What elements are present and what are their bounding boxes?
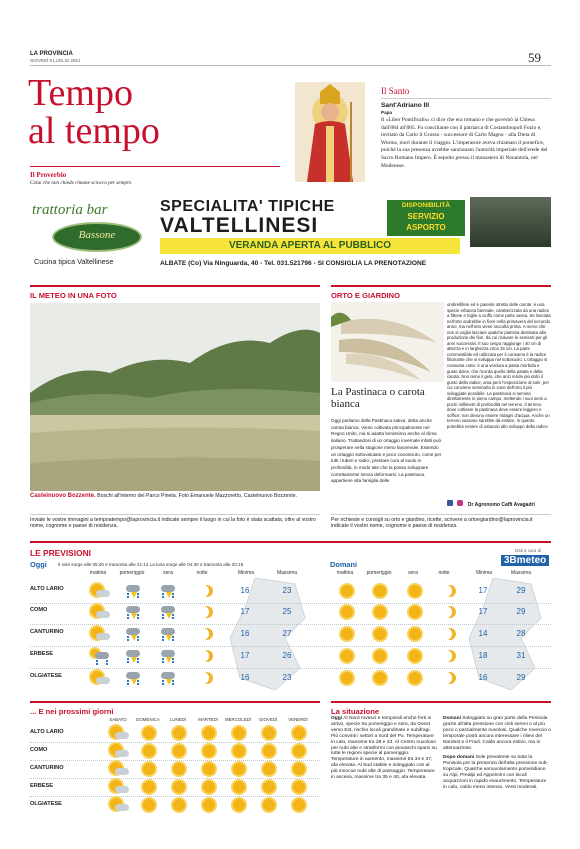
sun-icon bbox=[370, 671, 390, 685]
sun-icon bbox=[169, 726, 189, 740]
storm-icon bbox=[158, 671, 178, 685]
caption-place: Casteinuovo Bozzente. bbox=[30, 493, 96, 499]
dom-max-temp: 28 bbox=[516, 629, 526, 638]
sun-cloud-icon bbox=[90, 584, 110, 598]
row-divider bbox=[30, 603, 551, 604]
saint-rule bbox=[381, 98, 551, 99]
parsnip-photo bbox=[331, 302, 444, 382]
ad-photo bbox=[470, 197, 551, 247]
col-dom-sera: sera bbox=[408, 570, 418, 576]
day-header: SABATO bbox=[109, 717, 127, 722]
oggi-max-temp: 25 bbox=[282, 607, 292, 616]
sun-icon bbox=[169, 798, 189, 812]
day-header: MERCOLEDÌ bbox=[224, 717, 252, 722]
orto-title: La Pastinaca o carota bianca bbox=[331, 386, 425, 410]
oggi-max-temp: 26 bbox=[282, 651, 292, 660]
dom-max-temp: 29 bbox=[516, 607, 526, 616]
sun-cloud-icon bbox=[109, 762, 129, 776]
oggi-max-temp: 27 bbox=[282, 629, 292, 638]
cloud-rain-icon bbox=[90, 649, 110, 663]
storm-icon bbox=[123, 649, 143, 663]
instagram-icon[interactable] bbox=[457, 500, 463, 506]
proverbio-text: Colui che non chiede rimane sciocco per sempre. bbox=[30, 180, 133, 186]
sun-icon bbox=[169, 780, 189, 794]
storm-icon bbox=[158, 649, 178, 663]
day-header: DOMENICA bbox=[136, 717, 160, 722]
sun-icon bbox=[370, 649, 390, 663]
ad-trattoria: trattoria bar bbox=[32, 202, 108, 218]
forecast-city: CANTURINO bbox=[30, 629, 64, 635]
forecast-city: OLGIATESE bbox=[30, 673, 62, 679]
situazione-oggi-text: Al Nord rovesci e temporali anche forti in arrivo, specie tra pomeriggio e sera, da Ovest verso Est, rischio locali grandinate e nubifragi. Più convinti i settori a nord del Po. Temperature in calo, massime tra 28 e 33. Al Centro nuvoloso per nubi alte e stratiformi con piovaschi sparsi su tutte le regioni specie al pomeriggio. Temperature in aumento, massime tra 34 e 37, afa elevata. Al Sud stabile e soleggiato con al più innocue nubi alte di passaggio. Temperature in ascesa, massime tra 35 e 40, afa elevata. bbox=[331, 716, 437, 781]
moon-icon bbox=[195, 649, 215, 663]
row-divider bbox=[30, 646, 551, 647]
ad-cucina: Cucina tipica Valtellinese bbox=[34, 257, 114, 266]
sun-icon bbox=[289, 780, 309, 794]
forecast-city: ALTO LARIO bbox=[30, 586, 64, 592]
page-title-line1: Tempo bbox=[28, 72, 133, 114]
sun-icon bbox=[169, 762, 189, 776]
sun-cloud-icon bbox=[90, 671, 110, 685]
row-divider bbox=[30, 742, 320, 743]
sun-icon bbox=[370, 605, 390, 619]
storm-icon bbox=[123, 605, 143, 619]
ad-address: ALBATE (Co) Via Ninguarda, 40 - Tel. 031.521796 - SI CONSIGLIA LA PRENOTAZIONE bbox=[160, 260, 427, 267]
sun-cloud-icon bbox=[109, 744, 129, 758]
oggi-min-temp: 16 bbox=[240, 629, 250, 638]
dom-min-temp: 18 bbox=[478, 651, 488, 660]
sun-icon bbox=[405, 649, 425, 663]
saint-text: Il «Liber Pontificalis» ci dice che era romano e che governò la Chiesa dall'884 all'885. Fu conciliante con il patriarca di Costantinopoli Fozio e, invitato da Carlo il Grosso - successore di Carlo Magno - alla Dieta di Worms, morì durante il viaggio. L'imperatore aveva chiamato il pontefice, poiché la sua presenza avrebbe sanzionato l'autorità imperiale dell'erede del Sacro Romano Impero. È sepolto presso il monastero di Nonantola, nel Modenese. bbox=[381, 117, 548, 169]
sun-icon bbox=[139, 762, 159, 776]
col-dom-pomeriggio: pomeriggio bbox=[366, 570, 392, 576]
sun-icon bbox=[229, 744, 249, 758]
page-number: 59 bbox=[528, 50, 541, 65]
moon-icon bbox=[438, 605, 458, 619]
oggi-min-temp: 16 bbox=[240, 673, 250, 682]
col-oggi-massima: Massima bbox=[276, 570, 297, 576]
domani-label: Domani bbox=[330, 560, 358, 569]
sun-icon bbox=[405, 605, 425, 619]
oggi-label: Oggi bbox=[30, 560, 47, 569]
orto-col2: ombrellifere ed è parente stretta delle carote: è una specie erbacea biennale, caratterizzata da una radice a fittone e foglie a ciuffo come parte aerea. Se lasciata nell'orto andrebbe in fiore nella primavera del secondo anno, ma nell'orto viene raccolta prima. A meno che non si voglia lasciare qualche piantina destinata alla produzione dei fiori, da cui ricavare le sementi per gli anni successivi. Il suo cespo raggiunge i 40 cm di altezza e in larghezza circa 15 cm. La parte commestibile ed utilizzata per il consumo è la radice fittonante che si sviluppa nel sottosuolo. L'ortaggio si consuma cotto: è una verdura a pasta morbida e gusto dolce, che ricorda quello della patata e della carota. Non teme il gelo, che anzi rende più dolci il gusto della radice; ama però l'esposizione al sole, per cui conviene seminarla in zone dell'orto il più soleggiate possibile. La pastinaca si semina direttamente in pieno campo, mettendo i suoi semi a pochi millimetri di profondità nel terreno. Il terreno dove coltivare la pastinaca deve essere leggero e soffice; non devono essere ristagni d'acqua. Anche un terreno sassoso sarebbe da evitare, in quanto potrebbe essere di ostacolo allo sviluppo della radice. bbox=[447, 302, 551, 430]
forecast-city: ERBESE bbox=[30, 651, 54, 657]
sun-icon bbox=[139, 744, 159, 758]
sun-icon bbox=[289, 798, 309, 812]
title-rule bbox=[30, 166, 280, 167]
sun-icon bbox=[139, 780, 159, 794]
orto-col1: Oggi parliamo della Pastinaca sativa, detta anche carota bianca. Viene coltivata principalmente nel Regno Unito, ma si adatta benissimo anche al clima italiano. Trattandosi di un ortaggio invernale infatti può prosperare nella stagione meno favorevole. Essendo un ortaggio sottovalutato e poco conosciuto, come per tutti i tuberi e radici, prestare cura al suolo in profondità, in modo tale che la possa sviluppare correttamente senza deformarsi. La pastinaca appartiene alla famiglia delle bbox=[331, 418, 442, 484]
sun-icon bbox=[199, 798, 219, 812]
forecast-city: COMO bbox=[30, 607, 48, 613]
moon-icon bbox=[438, 649, 458, 663]
saint-illustration bbox=[295, 82, 365, 182]
prossimi-city: COMO bbox=[30, 747, 48, 753]
col-oggi-notte: notte bbox=[196, 570, 208, 576]
storm-icon bbox=[158, 627, 178, 641]
oggi-max-temp: 23 bbox=[282, 673, 292, 682]
sun-icon bbox=[405, 584, 425, 598]
oggi-min-temp: 17 bbox=[240, 651, 250, 660]
sun-icon bbox=[405, 627, 425, 641]
proverbio-heading: Il Proverbio bbox=[30, 171, 67, 179]
prossimi-rule bbox=[30, 701, 320, 703]
oggi-min-temp: 17 bbox=[240, 607, 250, 616]
sun-cloud-icon bbox=[109, 726, 129, 740]
col-dom-mattina: mattina bbox=[336, 570, 354, 576]
storm-icon bbox=[158, 584, 178, 598]
day-header: MARTEDÌ bbox=[198, 717, 218, 722]
meteo-foto-invite-rule bbox=[30, 514, 320, 515]
sun-icon bbox=[337, 671, 357, 685]
sun-icon bbox=[370, 584, 390, 598]
oggi-max-temp: 23 bbox=[282, 586, 292, 595]
row-divider bbox=[30, 668, 551, 669]
sun-icon bbox=[259, 744, 279, 758]
storm-icon bbox=[158, 605, 178, 619]
storm-icon bbox=[123, 627, 143, 641]
sun-icon bbox=[337, 627, 357, 641]
sun-icon bbox=[139, 798, 159, 812]
situazione-domani-label: Domani bbox=[443, 716, 461, 721]
sun-icon bbox=[169, 744, 189, 758]
moon-icon bbox=[438, 671, 458, 685]
sun-cloud-icon bbox=[109, 798, 129, 812]
situazione-oggi bbox=[331, 716, 437, 781]
saint-role: Papa bbox=[381, 110, 392, 115]
prossimi-city: OLGIATESE bbox=[30, 801, 62, 807]
dom-max-temp: 29 bbox=[516, 673, 526, 682]
col-dom-massima: Massima bbox=[510, 570, 531, 576]
moon-icon bbox=[195, 584, 215, 598]
previsioni-rule bbox=[30, 541, 551, 543]
ad-specialita: SPECIALITA' TIPICHE bbox=[160, 198, 335, 215]
ad-box-line3: ASPORTO bbox=[406, 223, 446, 232]
orto-heading: ORTO E GIARDINO bbox=[331, 291, 401, 300]
ad-box-line1: DISPONIBILITÀ bbox=[401, 202, 451, 209]
sun-icon bbox=[405, 671, 425, 685]
col-oggi-mattina: mattina bbox=[89, 570, 107, 576]
situazione-domani bbox=[443, 716, 551, 791]
saint-kicker: Il Santo bbox=[381, 86, 410, 96]
sun-cloud-icon bbox=[90, 605, 110, 619]
storm-icon bbox=[123, 671, 143, 685]
sun-cloud-icon bbox=[90, 627, 110, 641]
situazione-rule bbox=[331, 701, 551, 703]
sun-icon bbox=[337, 605, 357, 619]
day-header: GIOVEDÌ bbox=[258, 717, 278, 722]
orto-rule bbox=[331, 285, 551, 287]
sun-icon bbox=[139, 726, 159, 740]
page-title bbox=[28, 74, 160, 150]
dom-min-temp: 16 bbox=[478, 673, 488, 682]
col-dom-notte: notte bbox=[438, 570, 450, 576]
prossimi-city: ALTO LARIO bbox=[30, 729, 64, 735]
header-rule bbox=[30, 65, 551, 66]
day-header: LUNEDÌ bbox=[169, 717, 187, 722]
sun-moon-info: Il sole sorge alle 05:40 e tramonta alle 21:12 La luna sorge alle 04:30 e tramonta alle 20:18 bbox=[58, 562, 244, 567]
situazione-domani-text: Soleggiato su gran parte della Penisola grazie all'alta pressione con cieli sereni o al più poco o parzialmente nuvolosi. Qualche rovescio o temporale potrà ancora interessare i rilievi del Nordest e il Friuli. Caldo ancora estivo, ma in attenuazione. bbox=[443, 716, 551, 751]
ad-box-line2: SERVIZIO bbox=[407, 212, 445, 221]
col-oggi-sera: sera bbox=[163, 570, 173, 576]
sun-icon bbox=[289, 726, 309, 740]
sun-cloud-icon bbox=[109, 780, 129, 794]
saint-name: Sant'Adriano III bbox=[381, 102, 430, 109]
sun-icon bbox=[259, 726, 279, 740]
row-divider bbox=[30, 796, 320, 797]
sun-icon bbox=[337, 584, 357, 598]
sun-icon bbox=[199, 780, 219, 794]
dom-min-temp: 17 bbox=[478, 586, 488, 595]
situazione-heading: La situazione bbox=[331, 707, 380, 716]
ad-valtellinesi: VALTELLINESI bbox=[160, 214, 319, 237]
sun-icon bbox=[199, 762, 219, 776]
facebook-icon[interactable] bbox=[447, 500, 453, 506]
previsioni-heading: LE PREVISIONI bbox=[30, 548, 91, 558]
meteo-foto-caption bbox=[30, 493, 320, 499]
issue-date: GIOVEDÌ 8 LUGLIO 2021 bbox=[30, 58, 81, 63]
dom-max-temp: 29 bbox=[516, 586, 526, 595]
orto-signature: Dr Agronomo Caffi Avagadri bbox=[467, 502, 535, 508]
col-oggi-minima: Minima bbox=[237, 570, 255, 576]
oggi-min-temp: 16 bbox=[240, 586, 250, 595]
row-divider bbox=[30, 760, 320, 761]
orto-social bbox=[447, 493, 551, 511]
sun-icon bbox=[259, 762, 279, 776]
sun-icon bbox=[229, 780, 249, 794]
row-divider bbox=[30, 624, 551, 625]
situazione-dopodomani-label: Dopo domani bbox=[443, 755, 475, 761]
sun-icon bbox=[259, 798, 279, 812]
source-logo: 3Bmeteo bbox=[501, 555, 549, 566]
source-label: Dati a cura di bbox=[515, 548, 541, 553]
orto-invite: Per richieste e consigli su orto e giardino, ricette, scrivere a ortoegiardino@laprovincia.it indicate il vostro nome, cognome e paese di residenza. bbox=[331, 517, 533, 530]
meteo-foto-rule bbox=[30, 285, 320, 287]
dom-min-temp: 14 bbox=[478, 629, 488, 638]
meteo-photo bbox=[30, 303, 320, 491]
dom-max-temp: 31 bbox=[516, 651, 526, 660]
caption-text: Boschi all'interno del Parco Pineta. Foto Emanuele Mazzoretto, Castelnuovo Bozzente. bbox=[97, 493, 298, 499]
prossimi-city: CANTURINO bbox=[30, 765, 64, 771]
moon-icon bbox=[195, 671, 215, 685]
moon-icon bbox=[195, 627, 215, 641]
meteo-foto-invite: Inviate le vostre immagini a tempoatempo@laprovincia.it indicate sempre il luogo in cui la foto è stata scattata, oltre al vostro nome, cognome e paese di residenza. bbox=[30, 517, 316, 530]
dom-min-temp: 17 bbox=[478, 607, 488, 616]
moon-icon bbox=[438, 627, 458, 641]
ad-veranda: VERANDA APERTA AL PUBBLICO bbox=[228, 240, 392, 251]
col-dom-minima: Minima bbox=[475, 570, 493, 576]
sun-icon bbox=[229, 762, 249, 776]
page-title-line2: al tempo bbox=[28, 110, 160, 152]
sun-icon bbox=[229, 726, 249, 740]
sun-icon bbox=[229, 798, 249, 812]
prossimi-heading: ... E nei prossimi giorni bbox=[30, 707, 114, 716]
sun-icon bbox=[289, 762, 309, 776]
advertisement bbox=[30, 197, 551, 275]
saint-kicker-label bbox=[381, 80, 382, 84]
sun-icon bbox=[259, 780, 279, 794]
prossimi-city: ERBESE bbox=[30, 783, 54, 789]
sun-icon bbox=[337, 649, 357, 663]
moon-icon bbox=[438, 584, 458, 598]
day-header: VENERDÌ bbox=[288, 717, 308, 722]
moon-icon bbox=[195, 605, 215, 619]
row-divider bbox=[30, 778, 320, 779]
situazione-dopodomani-text: Sole prevalente su tutta la Penisola per la presenza dell'alta pressione sub-tropicale. Qualche annuvolamento pomeridiano su Alpi, Prealpi ed Appennini con locali acquazzoni in rapido esaurimento. Temperature in calo, caldo meno intenso. Venti moderati. bbox=[443, 755, 549, 790]
orto-invite-rule bbox=[331, 514, 551, 515]
sun-icon bbox=[199, 744, 219, 758]
meteo-foto-heading: IL METEO IN UNA FOTO bbox=[30, 291, 117, 300]
col-oggi-pomeriggio: pomeriggio bbox=[119, 570, 145, 576]
situazione-oggi-label: Oggi bbox=[331, 716, 343, 721]
sun-icon bbox=[199, 726, 219, 740]
storm-icon bbox=[123, 584, 143, 598]
sun-icon bbox=[289, 744, 309, 758]
masthead: LA PROVINCIA bbox=[30, 51, 73, 57]
ad-logo-text: Bassone bbox=[78, 229, 116, 241]
sun-icon bbox=[370, 627, 390, 641]
